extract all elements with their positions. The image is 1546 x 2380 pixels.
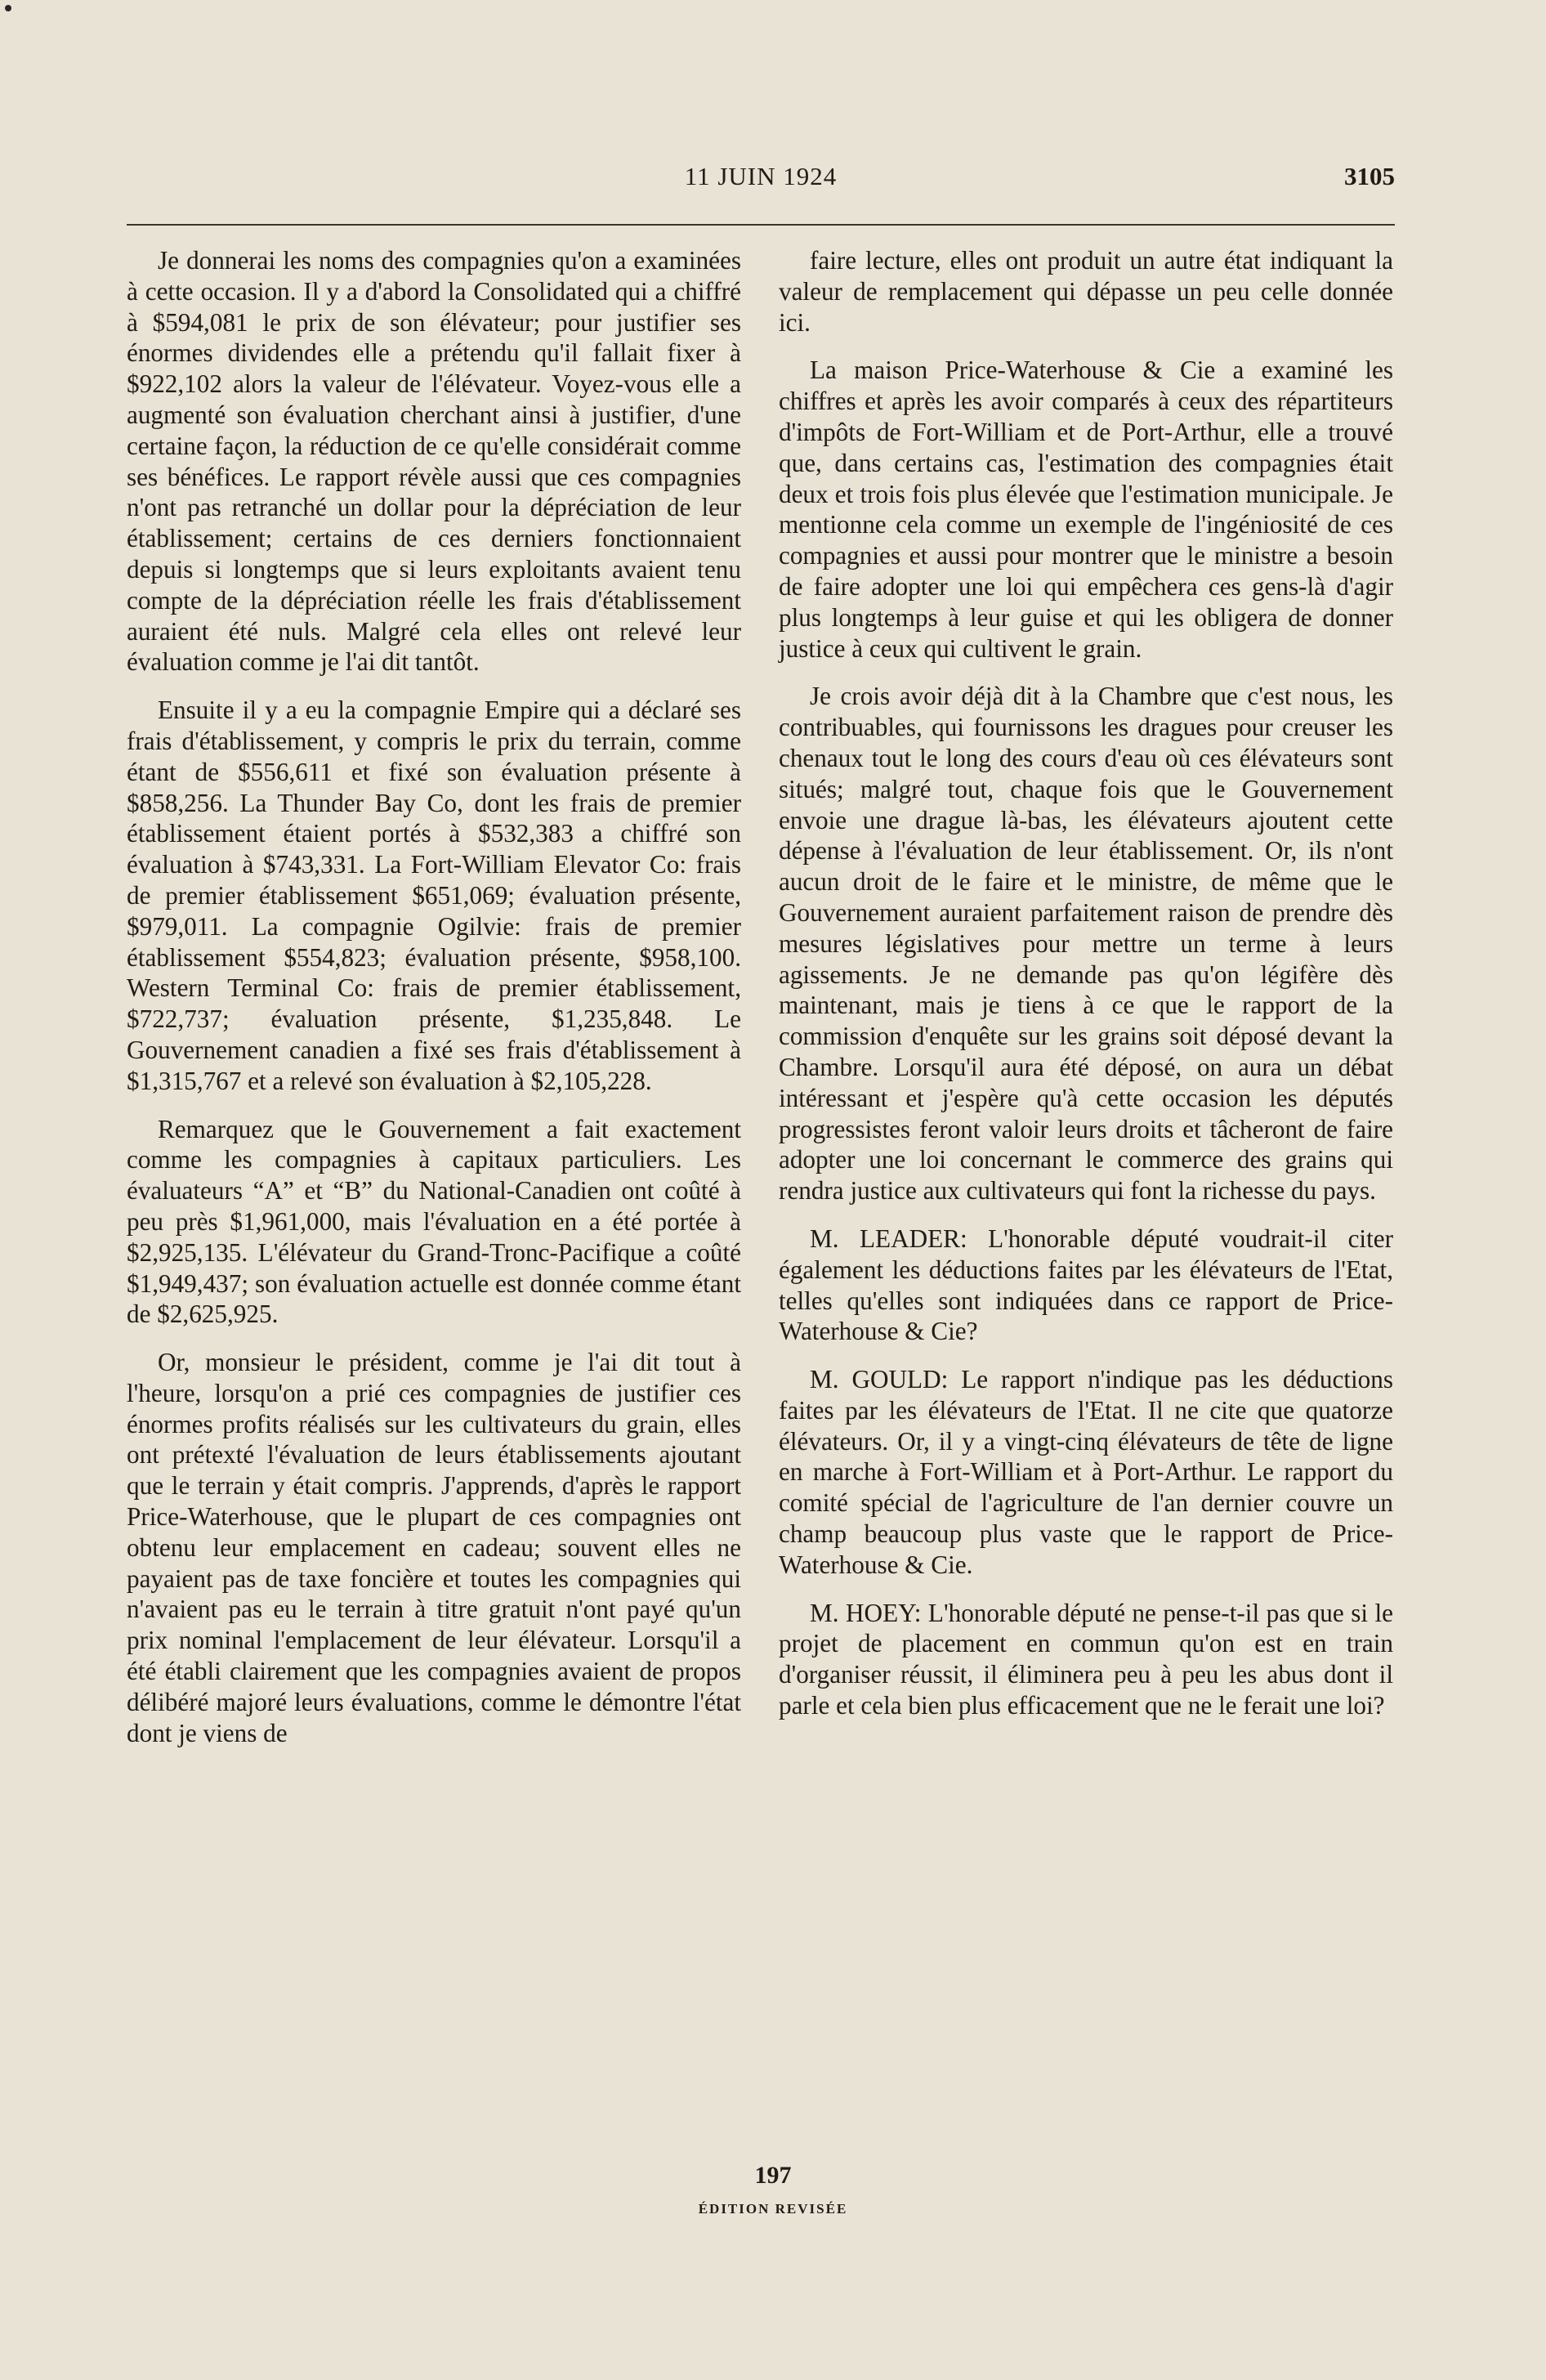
paragraph: Remarquez que le Gouvernement a fait exactement comme les compagnies à capitaux particuliers. Les évaluateurs “A” et “B” du National-Canadien ont coûté à peu près $1,961,000, mais l'évaluation en a été portée à $2,925,135. L'élévateur du Grand-Tronc-Pacifique a coûté $1,949,437; son évaluation actuelle est donnée comme étant de $2,625,925.	[127, 1114, 741, 1329]
header-page-number: 3105	[1344, 162, 1395, 190]
paragraph: Ensuite il y a eu la compagnie Empire qui a déclaré ses frais d'établissement, y compris le prix du terrain, comme étant de $556,611 et fixé son évaluation présente à $858,256. La Thunder Bay Co, dont les frais de premier établissement étaient portés à $532,383 a chiffré son évaluation à $743,331. La Fort-William Elevator Co: frais de premier établissement $651,069; évaluation présente, $979,011. La compagnie Ogilvie: frais de premier établissement $554,823; évaluation présente, $958,100. Western Terminal Co: frais de premier établissement, $722,737; évaluation présente, $1,235,848. Le Gouvernement canadien a fixé ses frais d'établissement à $1,315,767 et a relevé son évaluation à $2,105,228.	[127, 696, 741, 1095]
right-column	[779, 245, 1393, 1738]
header-rule	[127, 224, 1395, 226]
signature-number: 197	[754, 2162, 792, 2189]
paragraph: Or, monsieur le président, comme je l'ai dit tout à l'heure, lorsqu'on a prié ces compagnies de justifier ces énormes profits réalisés sur les cultivateurs du grain, elles ont prétexté l'évaluation de leurs établissements ajoutant que le terrain y était compris. J'apprends, d'après le rapport Price-Waterhouse, que le plupart de ces compagnies ont obtenu leur emplacement en cadeau; souvent elles ne payaient pas de taxe foncière et toutes les compagnies qui n'avaient pas eu le terrain à titre gratuit n'ont payé qu'un prix nominal l'emplacement de leur élévateur. Lorsqu'il a été établi clairement que les compagnies avaient de propos délibéré majoré leurs évaluations, comme le démontre l'état dont je viens de	[127, 1348, 741, 1747]
page-header	[127, 162, 1395, 203]
edition-label: ÉDITION REVISÉE	[698, 2201, 848, 2217]
paragraph: Je donnerai les noms des compagnies qu'on a examinées à cette occasion. Il y a d'abord la Consolidated qui a chiffré à $594,081 le prix de son élévateur; pour justifier ses énormes dividendes elle a prétendu qu'il fallait fixer à $922,102 alors la valeur de l'élévateur. Voyez-vous elle a augmenté son évaluation cherchant ainsi à justifier, d'une certaine façon, la réduction de ce qu'elle considérait comme ses bénéfices. Le rapport révèle aussi que ces compagnies n'ont pas retranché un dollar pour la dépréciation de leur établissement; certains de ces derniers fonctionnaient depuis si longtemps que si leurs exploitants avaient tenu compte de la dépréciation réelle les frais d'établissement auraient été nuls. Malgré cela elles ont relevé leur évaluation comme je l'ai dit tantôt.	[127, 246, 741, 677]
header-date: 11 JUIN 1924	[684, 162, 838, 190]
paragraph: faire lecture, elles ont produit un autre état indiquant la valeur de remplacement qui dépasse un peu celle donnée ici.	[779, 246, 1393, 337]
left-column	[127, 245, 741, 1765]
scan-mark	[5, 5, 11, 11]
paragraph: M. GOULD: Le rapport n'indique pas les déductions faites par les élévateurs de l'Etat. Il ne cite que quatorze élévateurs. Or, il y a vingt-cinq élévateurs de tête de ligne en marche à Fort-William et à Port-Arthur. Le rapport du comité spécial de l'agriculture de l'an dernier couvre un champ beaucoup plus vaste que le rapport de Price-Waterhouse & Cie.	[779, 1365, 1393, 1579]
paragraph: La maison Price-Waterhouse & Cie a examiné les chiffres et après les avoir comparés à ceux des répartiteurs d'impôts de Fort-William et de Port-Arthur, elle a trouvé que, dans certains cas, l'estimation des compagnies était deux et trois fois plus élevée que l'estimation municipale. Je mentionne cela comme un exemple de l'ingéniosité de ces compagnies et aussi pour montrer que le ministre a besoin de faire adopter une loi qui empêchera ces gens-là d'agir plus longtemps à leur guise et qui les obligera de donner justice à ceux qui cultivent le grain.	[779, 356, 1393, 663]
paragraph: M. HOEY: L'honorable député ne pense-t-il pas que si le projet de placement en commun qu'on est en train d'organiser réussit, il éliminera peu à peu les abus dont il parle et cela bien plus efficacement que ne le ferait une loi?	[779, 1598, 1393, 1720]
paragraph: M. LEADER: L'honorable député voudrait-il citer également les déductions faites par les élévateurs de l'Etat, telles qu'elles sont indiquées dans ce rapport de Price-Waterhouse & Cie?	[779, 1224, 1393, 1346]
paragraph: Je crois avoir déjà dit à la Chambre que c'est nous, les contribuables, qui fournissons les dragues pour creuser les chenaux tout le long des cours d'eau où ces élévateurs sont situés; malgré tout, chaque fois que le Gouvernement envoie une drague là-bas, les élévateurs ajoutent cette dépense à l'évaluation de leur établissement. Or, ils n'ont aucun droit de le faire et le ministre, de même que le Gouvernement auraient parfaitement raison de prendre dès mesures législatives pour mettre un terme à leurs agissements. Je ne demande pas qu'on légifère dès maintenant, mais je tiens à ce que le rapport de la commission d'enquête sur les grains soit déposé devant la Chambre. Lorsqu'il aura été déposé, on aura un débat intéressant et j'espère qu'à cette occasion les députés progressistes feront valoir leurs droits et tâcheront de faire adopter une loi concernant le commerce des grains qui rendra justice aux cultivateurs qui font la richesse du pays.	[779, 682, 1393, 1206]
